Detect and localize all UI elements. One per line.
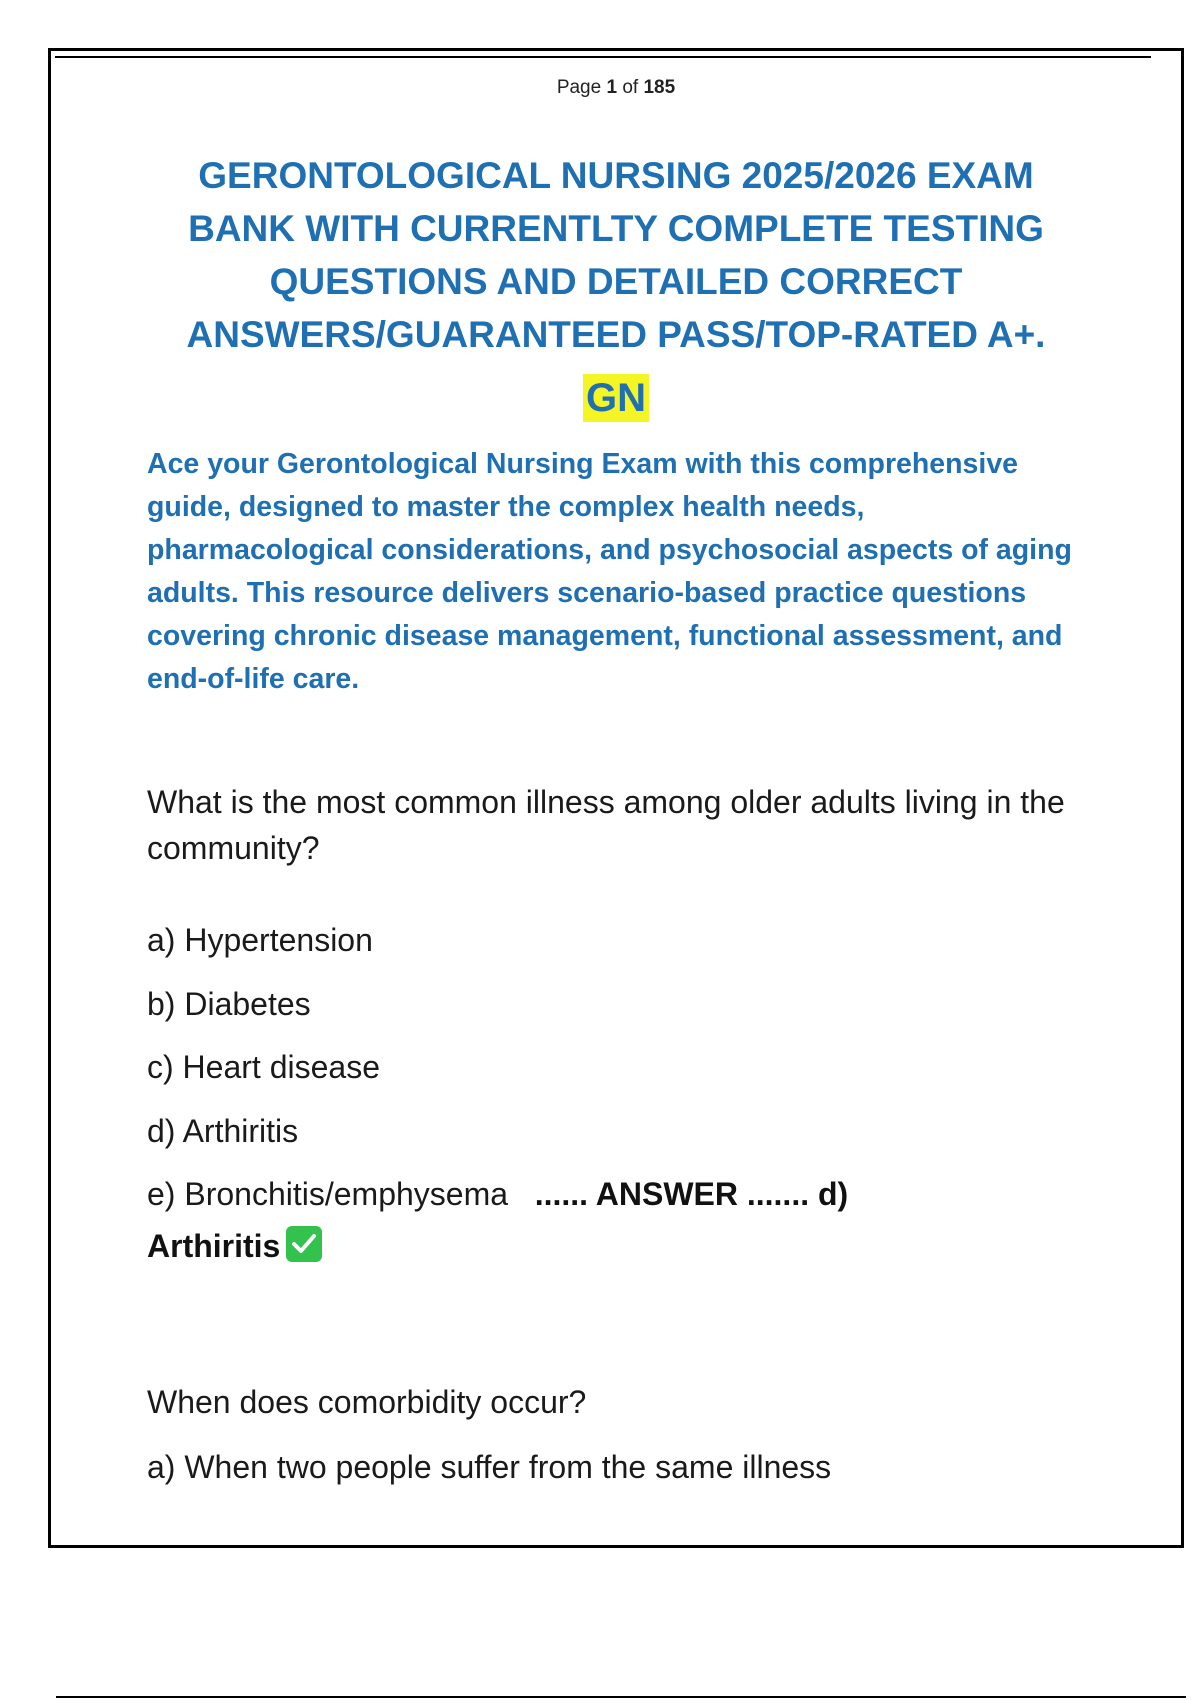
intro-paragraph: Ace your Gerontological Nursing Exam with this comprehensive guide, designed to master the complex health needs, pharmacological considerations, and psychosocial aspects of aging adults. This resource delivers scenario-based practice questions covering chronic disease management, functional assessment, and end-of-life care.	[147, 448, 1072, 695]
question-2-text: When does comorbidity occur?	[147, 1384, 587, 1420]
answer-line	[147, 1223, 322, 1269]
gn-badge: GN	[583, 374, 649, 422]
question-1-option-a: a) Hypertension	[147, 922, 373, 958]
question-1-option-d: d) Arthiritis	[147, 1113, 299, 1149]
answer-text: Arthiritis	[147, 1228, 281, 1264]
question-1-option-b: b) Diabetes	[147, 986, 311, 1022]
bottom-rule	[56, 1696, 1186, 1698]
question-1-option-e: e) Bronchitis/emphysema	[147, 1176, 509, 1212]
document-title: GERONTOLOGICAL NURSING 2025/2026 EXAM BANK WITH CURRENTLTY COMPLETE TESTING QUESTIONS AND DETAILED CORRECT ANSWERS/GUARANTEED PASS/TOP-RATED A+.	[186, 155, 1046, 355]
page-frame	[48, 48, 1184, 1548]
check-icon	[286, 1226, 322, 1262]
question-1-text: What is the most common illness among older adults living in the community?	[147, 784, 1065, 866]
page-number	[51, 77, 1181, 99]
page-label: Page	[556, 77, 602, 98]
page-of: of	[622, 77, 639, 98]
badge-wrap	[51, 374, 1181, 422]
question-2-option-a: a) When two people suffer from the same illness	[147, 1449, 832, 1485]
page-total: 185	[643, 77, 676, 98]
top-rule	[55, 56, 1151, 58]
page-current: 1	[606, 77, 618, 98]
question-1-option-e-row	[147, 1171, 1047, 1217]
question-1-option-c: c) Heart disease	[147, 1049, 380, 1085]
answer-prefix: ...... ANSWER ....... d)	[534, 1176, 849, 1212]
